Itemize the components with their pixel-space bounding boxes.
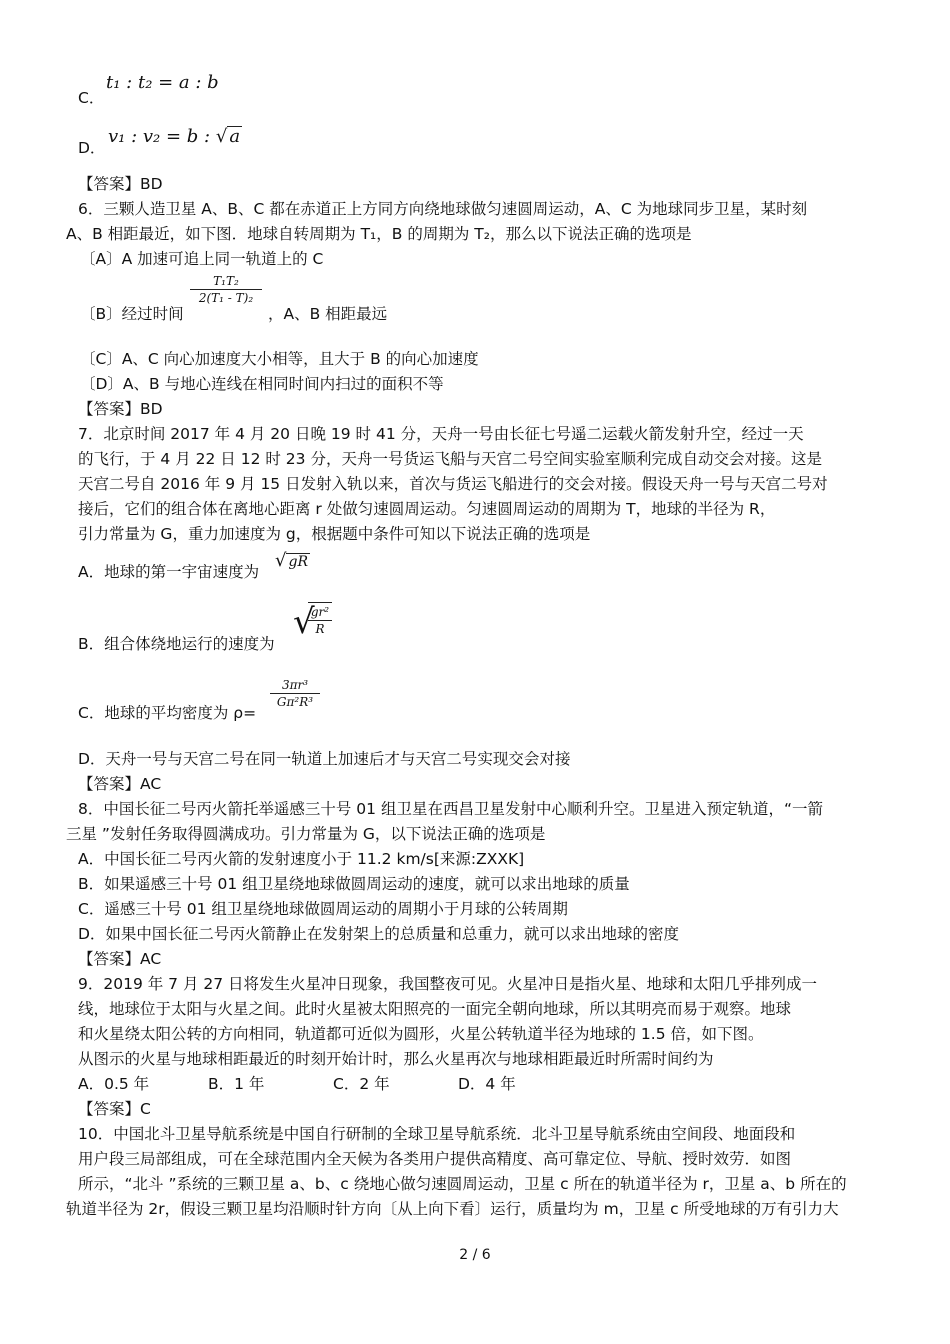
question-7-option-c: C．地球的平均密度为 ρ= [78,704,257,722]
question-7-option-a: A．地球的第一宇宙速度为 [78,563,260,581]
question-9-option-a: A．0.5 年 [78,1075,150,1093]
question-6-option-b-suffix: ，A、B 相距最远 [268,305,388,323]
question-6-line-2: A、B 相距最近，如下图．地球自转周期为 T₁，B 的周期为 T₂，那么以下说法正确的选项是 [66,225,692,243]
question-6-option-d: 〔D〕A、B 与地心连线在相同时间内扫过的面积不等 [80,375,444,393]
option-c-label: C． [78,89,105,107]
question-7-option-d: D．天舟一号与天宫二号在同一轨道上加速后才与天宫二号实现交会对接 [78,750,571,768]
answer-5: 【答案】BD [78,175,163,193]
answer-8: 【答案】AC [78,950,162,968]
question-7-line-5: 引力常量为 G，重力加速度为 g，根据题中条件可知以下说法正确的选项是 [78,525,591,543]
question-8-line-1: 8．中国长征二号丙火箭托举遥感三十号 01 组卫星在西昌卫星发射中心顺利升空。卫星进入预定轨道，“一箭 [78,800,823,818]
question-8-line-2: 三星 ”发射任务取得圆满成功。引力常量为 G，以下说法正确的选项是 [66,825,546,843]
answer-9: 【答案】C [78,1100,151,1118]
question-8-option-b: B．如果遥感三十号 01 组卫星绕地球做圆周运动的速度，就可以求出地球的质量 [78,875,630,893]
question-7-line-4: 接后，它们的组合体在离地心距离 r 处做匀速圆周运动。匀速圆周运动的周期为 T，地球的半径为 R， [78,500,776,518]
question-8-option-d: D．如果中国长征二号丙火箭静止在发射架上的总质量和总重力，就可以求出地球的密度 [78,925,679,943]
question-6-option-b-prefix: 〔B〕经过时间 [80,305,184,323]
question-9-option-b: B．1 年 [208,1075,265,1093]
question-9-line-4: 从图示的火星与地球相距最近的时刻开始计时，那么火星再次与地球相距最近时所需时间约为 [78,1050,714,1068]
question-6-option-b-fraction [190,274,262,305]
question-6-line-1: 6．三颗人造卫星 A、B、C 都在赤道正上方同方向绕地球做匀速圆周运动，A、C 为地球同步卫星，某时刻 [78,200,808,218]
question-7-option-b: B．组合体绕地运行的速度为 [78,635,275,653]
question-7-line-1: 7．北京时间 2017 年 4 月 20 日晚 19 时 41 分，天舟一号由长征七号遥二运载火箭发射升空，经过一天 [78,425,804,443]
question-9-option-d: D．4 年 [458,1075,516,1093]
question-8-option-c: C．遥感三十号 01 组卫星绕地球做圆周运动的周期小于月球的公转周期 [78,900,568,918]
question-9-line-2: 线，地球位于太阳与火星之间。此时火星被太阳照亮的一面完全朝向地球，所以其明亮而易于观察。地球 [78,1000,792,1018]
fraction-denominator: 2(T₁ - T)₂ [198,291,254,305]
question-7-line-3: 天宫二号自 2016 年 9 月 15 日发射入轨以来，首次与货运飞船进行的交会对接。假设天舟一号与天宫二号对 [78,475,828,493]
answer-6: 【答案】BD [78,400,163,418]
question-6-option-a: 〔A〕A 加速可追上同一轨道上的 C [80,250,324,268]
option-d-formula [108,126,242,147]
answer-7: 【答案】AC [78,775,162,793]
question-7-option-c-fraction [270,678,320,709]
option-d-label: D． [78,139,106,157]
fraction-numerator: T₁T₂ [213,274,239,288]
question-7-option-b-fraction [308,602,332,636]
fraction-bar [190,289,262,290]
question-8-option-a: A．中国长征二号丙火箭的发射速度小于 11.2 km/s[来源:ZXXK] [78,850,525,868]
question-7-line-2: 的飞行，于 4 月 22 日 12 时 23 分，天舟一号货运飞船与天宫二号空间实验室顺利完成自动交会对接。这是 [78,450,822,468]
question-10-line-4: 轨道半径为 2r，假设三颗卫星均沿顺时针方向〔从上向下看〕运行，质量均为 m，卫星 c 所受地球的万有引力大 [66,1200,839,1218]
question-9-line-1: 9．2019 年 7 月 27 日将发生火星冲日现象，我国整夜可见。火星冲日是指火星、地球和太阳几乎排列成一 [78,975,818,993]
fraction-denominator: R [315,622,325,636]
option-a-radicand: gR [288,554,308,570]
fraction-denominator: Gπ²R³ [276,695,314,709]
option-d-formula-text: v₁ : v₂ = b : [108,126,216,147]
option-d-radicand: a [229,126,241,147]
option-c-formula: t₁ : t₂ = a : b [106,72,219,93]
fraction-bar [270,693,320,694]
question-10-line-1: 10．中国北斗卫星导航系统是中国自行研制的全球卫星导航系统．北斗卫星导航系统由空间段、地面段和 [78,1125,796,1143]
question-10-line-3: 所示，“北斗 ”系统的三颗卫星 a、b、c 绕地心做匀速圆周运动，卫星 c 所在的轨道半径为 r，卫星 a、b 所在的 [78,1175,847,1193]
question-7-option-b-sqrt: √ [293,602,315,642]
question-6-option-c: 〔C〕A、C 向心加速度大小相等，且大于 B 的向心加速度 [80,350,479,368]
question-10-line-2: 用户段三局部组成，可在全球范围内全天候为各类用户提供高精度、高可靠定位、导航、授时效劳．如图 [78,1150,792,1168]
fraction-numerator: 3πr³ [281,678,309,692]
fraction-numerator: gr² [310,605,330,619]
page-number: 2 / 6 [459,1247,491,1263]
sqrt-symbol: √ a [215,126,241,147]
question-9-option-c: C．2 年 [333,1075,390,1093]
question-9-line-3: 和火星绕太阳公转的方向相同，轨道都可近似为圆形，火星公转轨道半径为地球的 1.5 倍，如下图。 [78,1025,764,1043]
fraction-bar [308,620,332,621]
question-7-option-a-sqrt: √ gR [275,550,308,571]
